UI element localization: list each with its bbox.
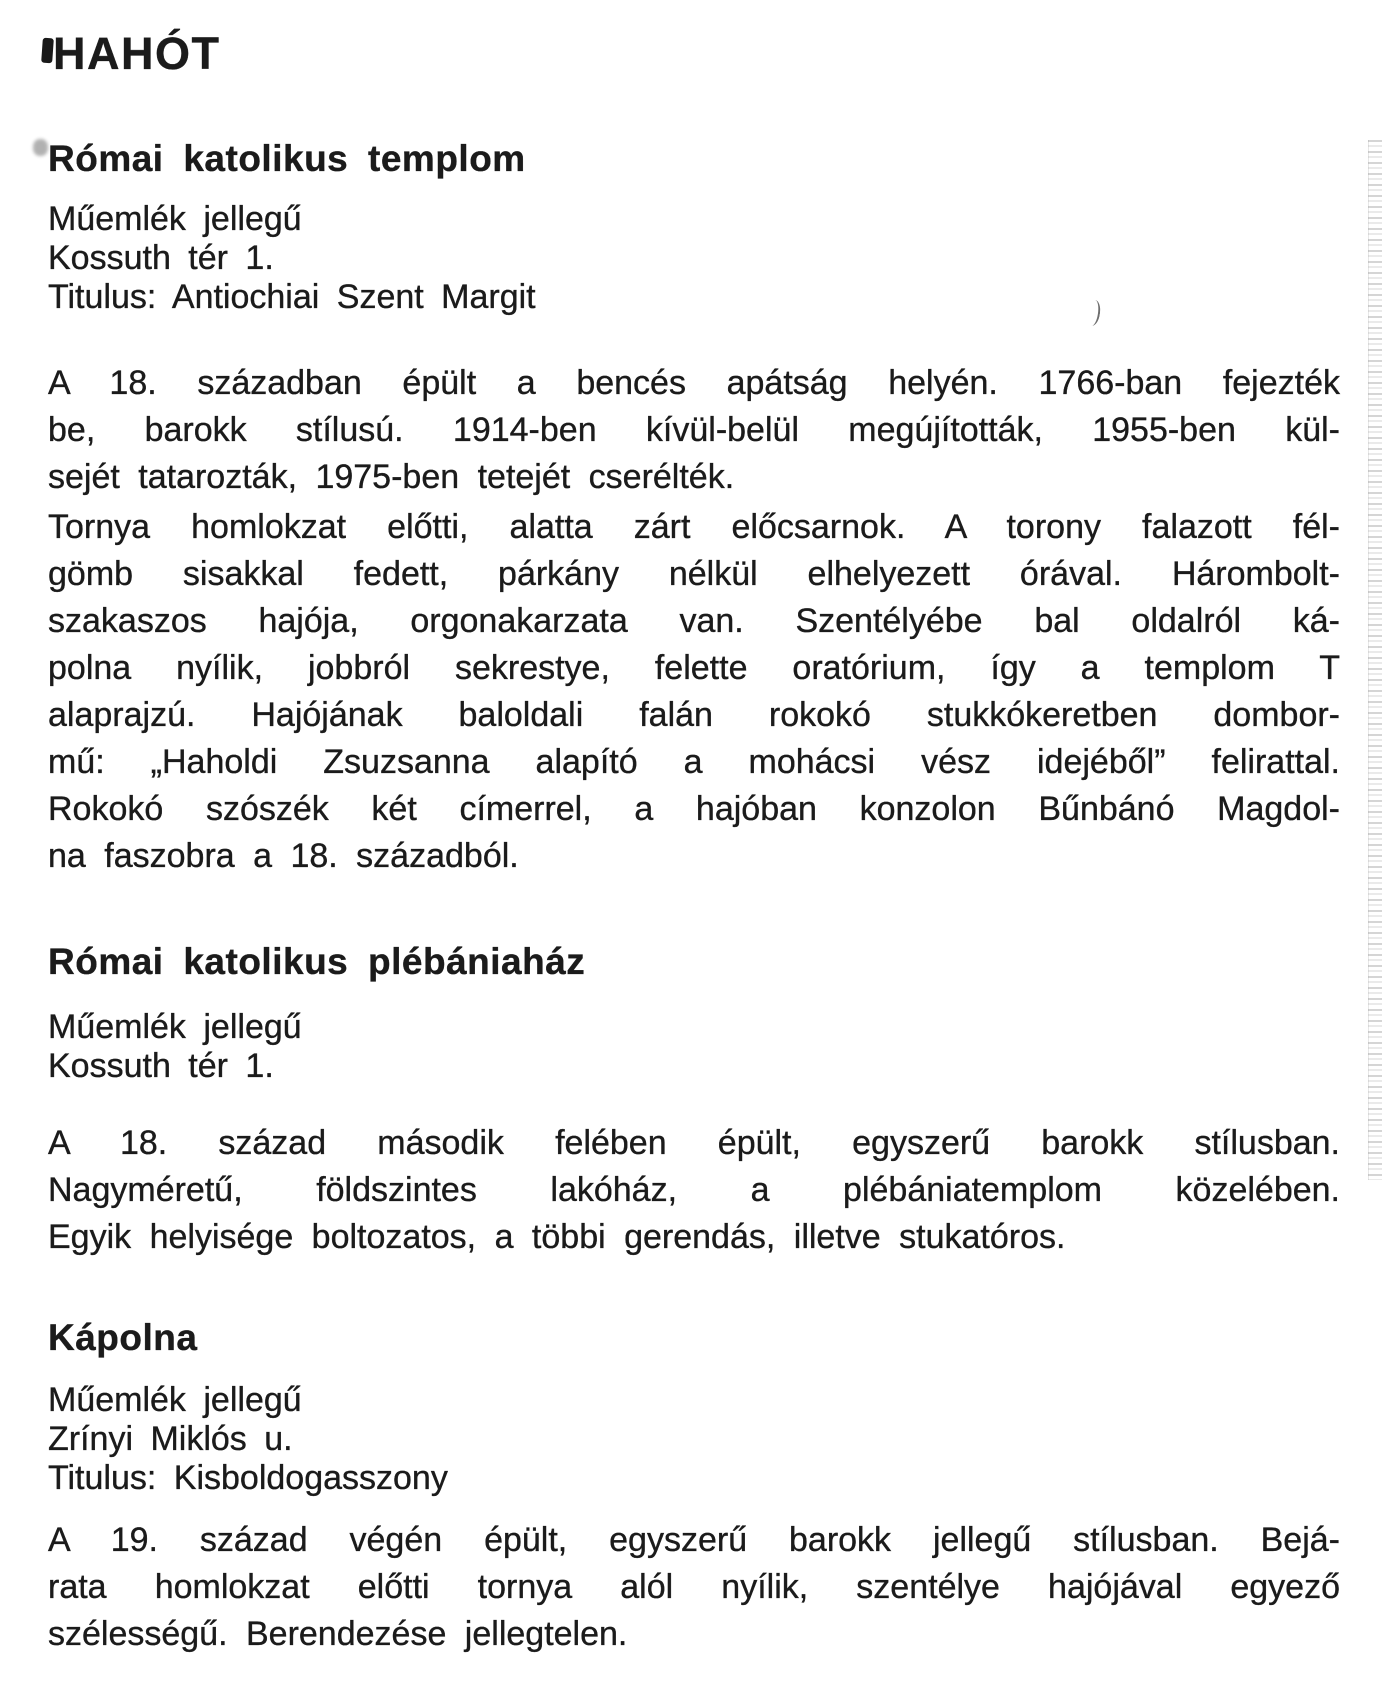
- text-line: Tornya homlokzat előtti, alatta zárt előcsarnok. A torony falazott fél-: [48, 508, 1340, 546]
- body-paragraph: [48, 360, 1340, 501]
- page-edge-scan-artifact: [1368, 140, 1382, 1180]
- text-line: polna nyílik, jobbról sekrestye, felette oratórium, így a templom T: [48, 649, 1340, 687]
- text-line: Műemlék jellegű: [48, 200, 302, 238]
- text-line: A 18. században épült a bencés apátság helyén. 1766-ban fejezték: [48, 364, 1340, 402]
- text-line: Kossuth tér 1.: [48, 239, 274, 277]
- section-heading-templom: Római katolikus templom: [48, 138, 526, 179]
- section-heading-plebaniahaz: Római katolikus plébániaház: [48, 941, 586, 982]
- text-line: Műemlék jellegű: [48, 1381, 302, 1419]
- text-line: Rokokó szószék két címerrel, a hajóban konzolon Bűnbánó Magdol-: [48, 790, 1340, 828]
- text-line: Titulus: Kisboldogasszony: [48, 1459, 448, 1497]
- text-line: Nagyméretű, földszintes lakóház, a plébániatemplom közelében.: [48, 1171, 1340, 1209]
- text-line: be, barokk stílusú. 1914-ben kívül-belül megújították, 1955-ben kül-: [48, 411, 1340, 449]
- text-line: Műemlék jellegű: [48, 1008, 302, 1046]
- text-line: gömb sisakkal fedett, párkány nélkül elhelyezett órával. Hárombolt-: [48, 555, 1340, 593]
- body-paragraph: [48, 1120, 1340, 1261]
- section-heading-kapolna: Kápolna: [48, 1317, 198, 1358]
- text-line: na faszobra a 18. századból.: [48, 837, 519, 875]
- text-line: szélességű. Berendezése jellegtelen.: [48, 1615, 628, 1653]
- body-paragraph: [48, 504, 1340, 880]
- text-line: Zrínyi Miklós u.: [48, 1420, 293, 1458]
- text-line: Kossuth tér 1.: [48, 1047, 274, 1085]
- text-line: mű: „Haholdi Zsuzsanna alapító a mohácsi vész idejéből” felirattal.: [48, 743, 1340, 781]
- text-line: rata homlokzat előtti tornya alól nyílik, szentélye hajójával egyező: [48, 1568, 1340, 1606]
- text-line: szakaszos hajója, orgonakarzata van. Szentélyébe bal oldalról ká-: [48, 602, 1340, 640]
- text-line: Egyik helyisége boltozatos, a többi gerendás, illetve stukatóros.: [48, 1218, 1066, 1256]
- text-line: sejét tatarozták, 1975-ben tetejét cserélték.: [48, 458, 735, 496]
- text-line: A 19. század végén épült, egyszerű barokk jellegű stílusban. Bejá-: [48, 1521, 1340, 1559]
- text-line: Titulus: Antiochiai Szent Margit: [48, 278, 536, 316]
- ink-blob-icon: [41, 38, 54, 64]
- body-paragraph: [48, 1517, 1340, 1658]
- ink-blob-icon: [33, 139, 48, 156]
- section-meta-plebaniahaz: [48, 1008, 1340, 1086]
- text-line: A 18. század második felében épült, egyszerű barokk stílusban.: [48, 1124, 1340, 1162]
- text-line: alaprajzú. Hajójának baloldali falán rokokó stukkókeretben dombor-: [48, 696, 1340, 734]
- page-title: HAHÓT: [53, 28, 221, 79]
- section-meta-kapolna: [48, 1381, 1340, 1498]
- section-meta-templom: [48, 200, 1340, 317]
